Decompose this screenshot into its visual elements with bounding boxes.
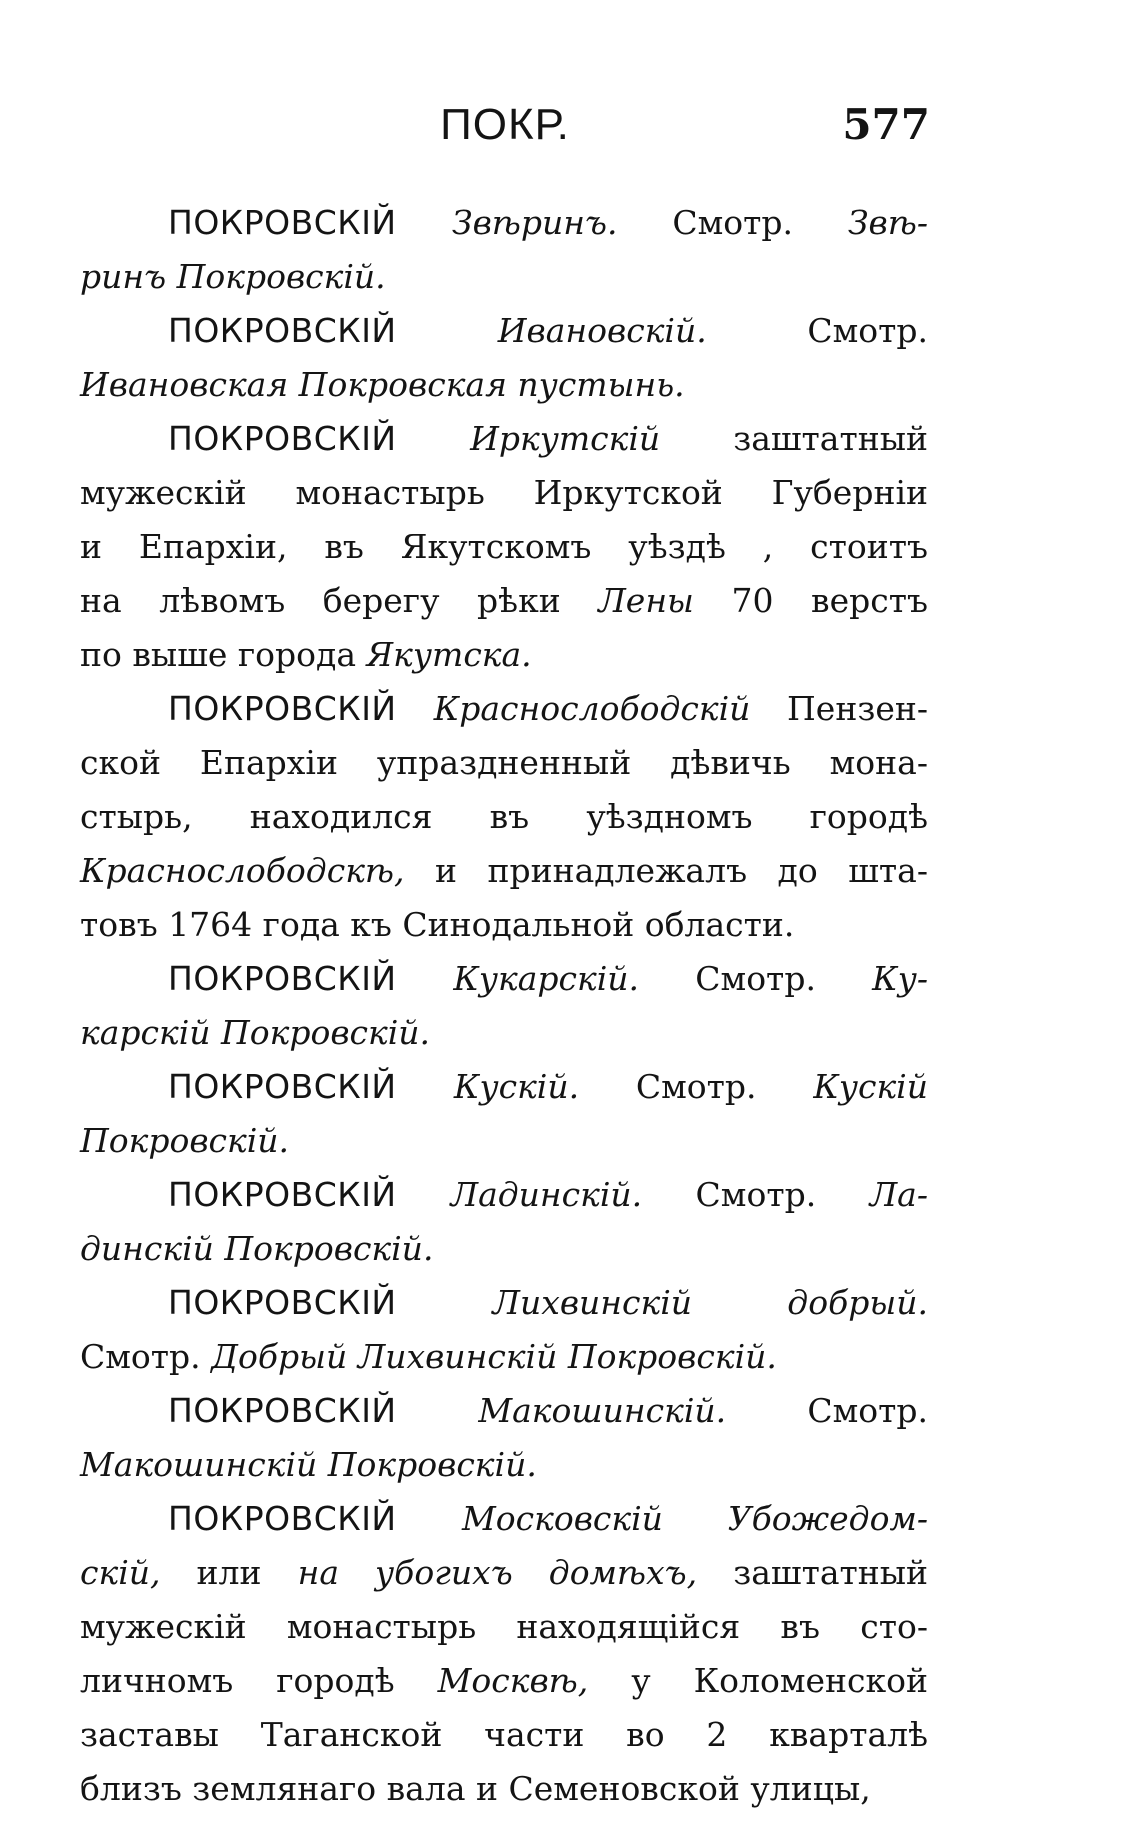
headword: ПОКРОВСКІЙ (168, 689, 434, 728)
text-run: мужескій монастырь Иркутской Губерніи (80, 473, 928, 512)
entry-first-line (80, 412, 928, 466)
italic-term: Ивановскій. (497, 311, 707, 350)
entry-line (80, 358, 928, 412)
dictionary-entry (80, 1384, 928, 1492)
italic-term: Покровскій. (80, 1121, 290, 1160)
entry-first-line (80, 304, 928, 358)
headword: ПОКРОВСКІЙ (168, 959, 454, 998)
entry-line (80, 1006, 928, 1060)
italic-term: Кускій. (453, 1067, 580, 1106)
italic-term: Звѣ- (847, 203, 928, 242)
text-run: 70 верстъ (693, 581, 928, 620)
dictionary-entry (80, 1276, 928, 1384)
dictionary-entry (80, 952, 928, 1060)
text-run: Смотр. (617, 203, 848, 242)
italic-term: Макошинскій Покровскій. (80, 1445, 537, 1484)
text-run: личномъ городѣ (80, 1661, 438, 1700)
italic-term: Добрый Лихвинскій Покровскій. (211, 1337, 777, 1376)
italic-term: Якутска. (366, 635, 532, 674)
entry-line (80, 1654, 928, 1708)
italic-term: Лихвинскій добрый. (492, 1283, 928, 1322)
italic-term: Краснослободскій (433, 689, 751, 728)
text-run: Смотр. (642, 1175, 870, 1214)
italic-term: Звѣринъ. (452, 203, 618, 242)
text-run: по выше города (80, 635, 367, 674)
entry-line (80, 1762, 928, 1816)
italic-term: Москвѣ, (437, 1661, 589, 1700)
italic-term: Краснослободскѣ, (80, 851, 405, 890)
dictionary-entry (80, 1060, 928, 1168)
entry-line (80, 466, 928, 520)
entry-line (80, 250, 928, 304)
entry-line (80, 1546, 928, 1600)
entry-line (80, 844, 928, 898)
italic-term: Московскій Убожедом- (462, 1499, 928, 1538)
italic-term: карскій Покровскій. (80, 1013, 431, 1052)
headword: ПОКРОВСКІЙ (168, 1499, 462, 1538)
entry-first-line (80, 1168, 928, 1222)
entry-first-line (80, 952, 928, 1006)
dictionary-entry (80, 304, 928, 412)
text-run: Смотр. (706, 311, 928, 350)
entry-line (80, 1114, 928, 1168)
entry-line (80, 1708, 928, 1762)
text-run: стырь, находился въ уѣздномъ городѣ (80, 797, 928, 836)
dictionary-entry (80, 412, 928, 682)
dictionary-entry (80, 682, 928, 952)
dictionary-entry (80, 196, 928, 304)
text-run: и принадлежалъ до шта- (404, 851, 928, 890)
entry-first-line (80, 1060, 928, 1114)
text-run: Пензен- (750, 689, 928, 728)
headword: ПОКРОВСКІЙ (168, 203, 453, 242)
italic-term: Ку- (872, 959, 928, 998)
text-run: Смотр. (639, 959, 873, 998)
text-run: ской Епархіи упраздненный дѣвичь мона- (80, 743, 928, 782)
text-run: или (160, 1553, 298, 1592)
entry-line (80, 520, 928, 574)
text-run: близъ землянаго вала и Семеновской улицы, (80, 1769, 871, 1808)
headword: ПОКРОВСКІЙ (168, 1391, 479, 1430)
dictionary-entry (80, 1168, 928, 1276)
entry-line (80, 574, 928, 628)
text-run: Смотр. (726, 1391, 928, 1430)
text-run: у Коломенской (588, 1661, 928, 1700)
entry-line (80, 1222, 928, 1276)
italic-term: ринъ Покровскій. (80, 257, 386, 296)
italic-term: Лены (598, 581, 694, 620)
entry-line (80, 790, 928, 844)
text-run: заставы Таганской части во 2 кварталѣ (80, 1715, 928, 1754)
italic-term: Ивановская Покровская пустынь. (80, 365, 685, 404)
text-run: Смотр. (579, 1067, 814, 1106)
entry-first-line (80, 1276, 928, 1330)
entry-line (80, 898, 928, 952)
entry-first-line (80, 196, 928, 250)
text-run: Смотр. (80, 1337, 212, 1376)
italic-term: скій, (80, 1553, 161, 1592)
italic-term: Макошинскій. (478, 1391, 727, 1430)
headword: ПОКРОВСКІЙ (168, 419, 471, 458)
text-run: товъ 1764 года къ Синодальной области. (80, 905, 795, 944)
page-header-title: ПОКР. (440, 100, 570, 149)
headword: ПОКРОВСКІЙ (168, 1283, 493, 1322)
dictionary-text (80, 196, 928, 1816)
italic-term: Кукарскій. (453, 959, 640, 998)
italic-term: Кускій (813, 1067, 928, 1106)
running-head (80, 100, 930, 160)
text-run: заштатный (697, 1553, 929, 1592)
text-run: мужескій монастырь находящійся въ сто- (80, 1607, 928, 1646)
italic-term: динскій Покровскій. (80, 1229, 434, 1268)
headword: ПОКРОВСКІЙ (168, 311, 498, 350)
headword: ПОКРОВСКІЙ (168, 1175, 451, 1214)
page-number: 577 (842, 100, 930, 149)
entry-first-line (80, 1384, 928, 1438)
italic-term: на убогихъ домѣхъ, (297, 1553, 698, 1592)
text-run: и Епархіи, въ Якутскомъ уѣздѣ , стоитъ (80, 527, 928, 566)
italic-term: Иркутскій (470, 419, 661, 458)
dictionary-entry (80, 1492, 928, 1816)
entry-first-line (80, 1492, 928, 1546)
text-run: на лѣвомъ берегу рѣки (80, 581, 599, 620)
entry-line (80, 1438, 928, 1492)
entry-line (80, 736, 928, 790)
entry-line (80, 1330, 928, 1384)
entry-line (80, 1600, 928, 1654)
italic-term: Ла- (869, 1175, 928, 1214)
headword: ПОКРОВСКІЙ (168, 1067, 454, 1106)
text-run: заштатный (660, 419, 928, 458)
italic-term: Ладинскій. (450, 1175, 643, 1214)
entry-line (80, 628, 928, 682)
entry-first-line (80, 682, 928, 736)
